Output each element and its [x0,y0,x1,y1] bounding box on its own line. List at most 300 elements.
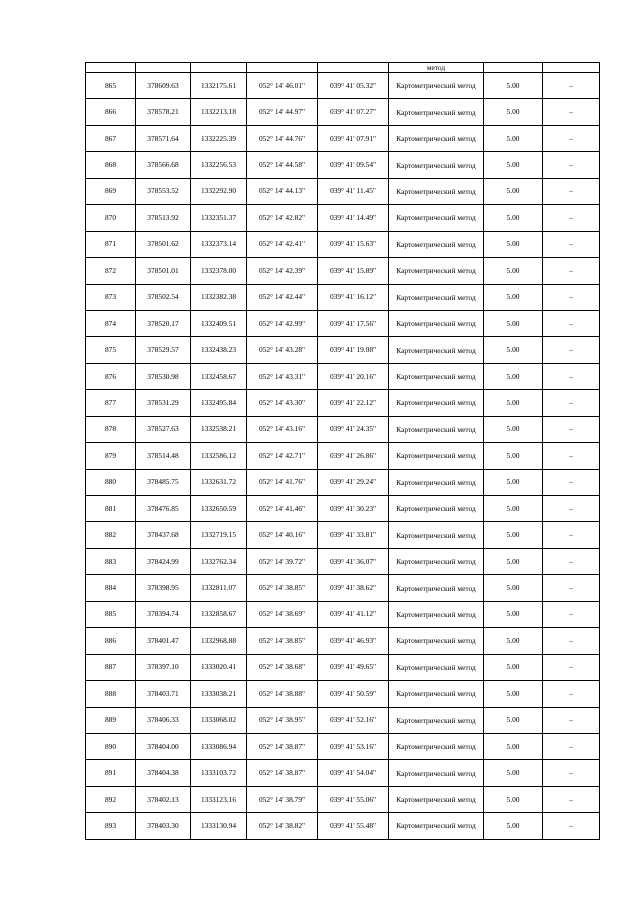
cell-accuracy [484,522,543,548]
cell-text: – [569,715,573,725]
cell-text: – [569,450,573,460]
cell-text: 052° 14' 38.85" [258,583,306,593]
table-row [86,73,600,99]
cell-x-coordinate [136,284,191,310]
cell-text: Картометрический метод [396,292,476,302]
cell-accuracy [484,99,543,125]
cell-longitude [318,548,389,574]
cell-y-coordinate [191,681,247,707]
cell-method [389,205,484,231]
cell-latitude [247,178,318,204]
cell-accuracy [484,760,543,786]
cell-text: 039° 41' 49.65" [329,662,377,672]
cell-text: Картометрический метод [396,319,476,329]
cell-method [389,601,484,627]
cell-latitude [247,760,318,786]
cell-text: 378501.62 [147,239,179,249]
cell-text: 052° 14' 38.82" [258,820,306,830]
cell-latitude [247,258,318,284]
cell-note [543,681,600,707]
cell-text: 1332225.39 [200,133,237,143]
cell-y-coordinate [191,548,247,574]
cell-x-coordinate [136,390,191,416]
cell-accuracy [484,73,543,99]
cell-text: 884 [104,583,117,593]
table-row [86,813,600,839]
table-row [86,548,600,574]
cell-text: 1332213.18 [200,107,237,117]
cell-text: Картометрический метод [396,609,476,619]
cell-text: 378394.74 [147,609,179,619]
cell-text: – [569,318,573,328]
cell-text: 039° 41' 07.91" [329,133,377,143]
cell-text: 1332858.67 [200,609,237,619]
cell-latitude [247,205,318,231]
cell-text: 052° 14' 41.46" [258,503,306,513]
cell-longitude [318,469,389,495]
cell-text: 378609.63 [147,80,179,90]
cell-method [389,125,484,151]
cell-text: Картометрический метод [396,795,476,805]
cell-method [389,654,484,680]
cell-point-number [86,601,136,627]
cell-x-coordinate [136,707,191,733]
cell-text: 1333130.94 [200,820,237,830]
cell-text: 039° 41' 41.12" [329,609,377,619]
cell-text: 052° 14' 38.68" [258,662,306,672]
cell-text: 867 [104,133,117,143]
cell-text: 881 [104,503,117,513]
cell-text: 1332256.53 [200,160,237,170]
cell-text: 378398.95 [147,583,179,593]
table-row [86,681,600,707]
cell-longitude [318,284,389,310]
cell-text: 052° 14' 39.72" [258,556,306,566]
cell-latitude [247,575,318,601]
table-row [86,760,600,786]
cell-method [389,284,484,310]
cell-text: 039° 41' 15.89" [329,265,377,275]
cell-text: 052° 14' 42.41" [258,239,306,249]
cell-accuracy [484,337,543,363]
cell-text: – [569,688,573,698]
cell-text: 892 [104,794,117,804]
cell-note [543,628,600,654]
cell-x-coordinate [136,760,191,786]
cell-text: 5.00 [506,265,520,275]
cell-accuracy [484,654,543,680]
cell-text: 5.00 [506,318,520,328]
cell-x-coordinate [136,601,191,627]
cell-longitude [318,63,389,73]
cell-text: 887 [104,662,117,672]
cell-longitude [318,73,389,99]
cell-text: Картометрический метод [396,398,476,408]
cell-text: 5.00 [506,212,520,222]
cell-accuracy [484,178,543,204]
cell-text: 888 [104,688,117,698]
cell-text: 1332762.34 [200,556,237,566]
cell-method [389,522,484,548]
cell-text: 052° 14' 42.44" [258,292,306,302]
cell-text: – [569,424,573,434]
cell-latitude [247,443,318,469]
cell-point-number [86,205,136,231]
cell-text: 039° 41' 33.81" [329,530,377,540]
table-row [86,496,600,522]
table-row [86,363,600,389]
cell-text: 5.00 [506,503,520,513]
cell-longitude [318,390,389,416]
cell-longitude [318,178,389,204]
cell-text: 039° 41' 54.04" [329,768,377,778]
cell-point-number [86,99,136,125]
cell-text: Картометрический метод [396,239,476,249]
cell-method [389,469,484,495]
cell-text: 039° 41' 55.06" [329,794,377,804]
cell-text: Картометрический метод [396,213,476,223]
table-row [86,786,600,812]
cell-accuracy [484,284,543,310]
cell-text: 378571.64 [147,133,179,143]
cell-text: 378530.98 [147,371,179,381]
cell-x-coordinate [136,522,191,548]
cell-y-coordinate [191,496,247,522]
cell-text: – [569,820,573,830]
cell-longitude [318,496,389,522]
cell-point-number [86,390,136,416]
cell-accuracy [484,469,543,495]
cell-text: – [569,212,573,222]
cell-text: 378502.54 [147,292,179,302]
cell-text: 5.00 [506,768,520,778]
cell-latitude [247,786,318,812]
cell-text: Картометрический метод [396,689,476,699]
cell-text: 378403.30 [147,820,179,830]
cell-text: – [569,133,573,143]
cell-note [543,733,600,759]
cell-text: 039° 41' 17.56" [329,318,377,328]
cell-text: 039° 41' 14.49" [329,212,377,222]
table-row [86,99,600,125]
cell-note [543,469,600,495]
cell-text: 886 [104,635,117,645]
cell-x-coordinate [136,152,191,178]
cell-method [389,310,484,336]
cell-longitude [318,813,389,839]
cell-point-number [86,654,136,680]
cell-note [543,654,600,680]
cell-point-number [86,628,136,654]
cell-text: 5.00 [506,292,520,302]
cell-text: 879 [104,450,117,460]
cell-text: 039° 41' 05.32" [329,80,377,90]
cell-text: 5.00 [506,609,520,619]
cell-method [389,707,484,733]
cell-x-coordinate [136,681,191,707]
table-row [86,310,600,336]
cell-longitude [318,681,389,707]
cell-text: – [569,503,573,513]
cell-text: 052° 14' 40.16" [258,530,306,540]
cell-latitude [247,390,318,416]
cell-text: – [569,583,573,593]
cell-method [389,416,484,442]
cell-point-number [86,681,136,707]
cell-point-number [86,496,136,522]
cell-text: 1333103.72 [200,768,237,778]
cell-note [543,231,600,257]
cell-x-coordinate [136,125,191,151]
cell-method [389,786,484,812]
cell-latitude [247,73,318,99]
cell-text: 039° 41' 55.48" [329,820,377,830]
cell-text: 891 [104,768,117,778]
cell-text: Картометрический метод [396,424,476,434]
cell-y-coordinate [191,205,247,231]
table-row [86,125,600,151]
cell-y-coordinate [191,760,247,786]
cell-text: 039° 41' 09.54" [329,160,377,170]
cell-text: 865 [104,80,117,90]
cell-text: 052° 14' 38.85" [258,635,306,645]
cell-text: 052° 14' 38.87" [258,741,306,751]
cell-text: Картометрический метод [396,768,476,778]
cell-text: – [569,186,573,196]
cell-longitude [318,601,389,627]
cell-note [543,73,600,99]
cell-y-coordinate [191,707,247,733]
cell-note [543,416,600,442]
cell-method [389,733,484,759]
table-body [86,63,600,840]
cell-text: 378406.33 [147,715,179,725]
cell-latitude [247,654,318,680]
cell-x-coordinate [136,786,191,812]
table-row [86,628,600,654]
cell-text: 890 [104,741,117,751]
cell-text: 052° 14' 43.16" [258,424,306,434]
cell-text: Картометрический метод [396,477,476,487]
cell-method [389,99,484,125]
table-row [86,416,600,442]
cell-accuracy [484,496,543,522]
cell-text: 874 [104,318,117,328]
cell-x-coordinate [136,99,191,125]
cell-accuracy [484,786,543,812]
cell-x-coordinate [136,469,191,495]
cell-x-coordinate [136,443,191,469]
cell-text: – [569,292,573,302]
cell-point-number [86,284,136,310]
table-row [86,601,600,627]
cell-accuracy [484,601,543,627]
cell-point-number [86,416,136,442]
cell-text: 378401.47 [147,635,179,645]
cell-latitude [247,496,318,522]
cell-note [543,125,600,151]
cell-latitude [247,548,318,574]
cell-note [543,496,600,522]
table-row-continuation [86,63,600,73]
cell-latitude [247,522,318,548]
cell-point-number [86,707,136,733]
cell-text: 877 [104,397,117,407]
cell-text: 052° 14' 38.79" [258,794,306,804]
cell-text: 039° 41' 24.35" [329,424,377,434]
cell-latitude [247,416,318,442]
cell-latitude [247,681,318,707]
cell-point-number [86,310,136,336]
cell-text: 5.00 [506,556,520,566]
cell-text: 052° 14' 44.13" [258,186,306,196]
cell-text: 5.00 [506,397,520,407]
cell-longitude [318,575,389,601]
cell-text: – [569,371,573,381]
cell-text: 5.00 [506,371,520,381]
cell-text: 1333068.02 [200,715,237,725]
cell-note [543,337,600,363]
table-row [86,284,600,310]
cell-text: – [569,477,573,487]
cell-text: 885 [104,609,117,619]
cell-text: 039° 41' 26.86" [329,450,377,460]
cell-text: 5.00 [506,530,520,540]
cell-longitude [318,205,389,231]
cell-text: 869 [104,186,117,196]
cell-text: Картометрический метод [396,530,476,540]
cell-latitude [247,231,318,257]
cell-text: 378403.71 [147,688,179,698]
cell-x-coordinate [136,548,191,574]
cell-text: 875 [104,345,117,355]
cell-text: 378531.29 [147,397,179,407]
table-row [86,522,600,548]
cell-note [543,63,600,73]
cell-point-number [86,152,136,178]
cell-method [389,63,484,73]
cell-x-coordinate [136,813,191,839]
cell-text: – [569,556,573,566]
cell-point-number [86,73,136,99]
cell-x-coordinate [136,496,191,522]
cell-method [389,178,484,204]
cell-text: 378501.01 [147,265,179,275]
cell-point-number [86,231,136,257]
cell-text: 378527.63 [147,424,179,434]
cell-text: 5.00 [506,80,520,90]
cell-text: 1332438.23 [200,345,237,355]
cell-text: – [569,239,573,249]
table-row [86,152,600,178]
cell-x-coordinate [136,258,191,284]
cell-accuracy [484,310,543,336]
cell-text: – [569,107,573,117]
cell-y-coordinate [191,363,247,389]
cell-note [543,548,600,574]
cell-text: 039° 41' 53.16" [329,741,377,751]
cell-point-number [86,575,136,601]
cell-text: 378514.48 [147,450,179,460]
cell-method [389,258,484,284]
cell-longitude [318,733,389,759]
cell-text: 378513.92 [147,212,179,222]
cell-text: 5.00 [506,794,520,804]
cell-accuracy [484,813,543,839]
cell-point-number [86,63,136,73]
cell-point-number [86,786,136,812]
cell-method [389,231,484,257]
cell-text: 052° 14' 46.01" [258,80,306,90]
cell-text: 883 [104,556,117,566]
cell-x-coordinate [136,178,191,204]
cell-method [389,628,484,654]
cell-text: 876 [104,371,117,381]
cell-x-coordinate [136,231,191,257]
cell-latitude [247,707,318,733]
cell-text: – [569,345,573,355]
cell-text: 1332378.00 [200,265,237,275]
cell-text: 039° 41' 52.16" [329,715,377,725]
cell-text: 5.00 [506,107,520,117]
table-row [86,337,600,363]
cell-method [389,548,484,574]
cell-point-number [86,813,136,839]
cell-text: 5.00 [506,239,520,249]
cell-y-coordinate [191,654,247,680]
cell-method [389,813,484,839]
cell-text: 889 [104,715,117,725]
cell-text: 1332631.72 [200,477,237,487]
cell-latitude [247,152,318,178]
cell-text: 871 [104,239,117,249]
cell-text: 1333123.16 [200,794,237,804]
cell-accuracy [484,707,543,733]
cell-latitude [247,125,318,151]
cell-text: – [569,662,573,672]
cell-text: 1333086.94 [200,741,237,751]
cell-y-coordinate [191,337,247,363]
cell-text: Картометрический метод [396,715,476,725]
cell-text: 052° 14' 42.39" [258,265,306,275]
cell-text: 378437.68 [147,530,179,540]
cell-text: 378404.38 [147,768,179,778]
cell-y-coordinate [191,416,247,442]
cell-latitude [247,733,318,759]
cell-point-number [86,760,136,786]
cell-text: метод [426,63,446,72]
cell-text: 039° 41' 30.23" [329,503,377,513]
cell-text: 039° 41' 38.62" [329,583,377,593]
cell-longitude [318,416,389,442]
cell-text: 5.00 [506,583,520,593]
cell-text: Картометрический метод [396,451,476,461]
cell-text: 882 [104,530,117,540]
cell-text: 878 [104,424,117,434]
table-row [86,469,600,495]
cell-note [543,760,600,786]
cell-text: Картометрический метод [396,504,476,514]
cell-text: 039° 41' 07.27" [329,107,377,117]
cell-y-coordinate [191,469,247,495]
cell-text: 052° 14' 44.58" [258,160,306,170]
cell-text: 868 [104,160,117,170]
cell-latitude [247,601,318,627]
cell-method [389,337,484,363]
cell-accuracy [484,548,543,574]
cell-text: 866 [104,107,117,117]
cell-method [389,496,484,522]
